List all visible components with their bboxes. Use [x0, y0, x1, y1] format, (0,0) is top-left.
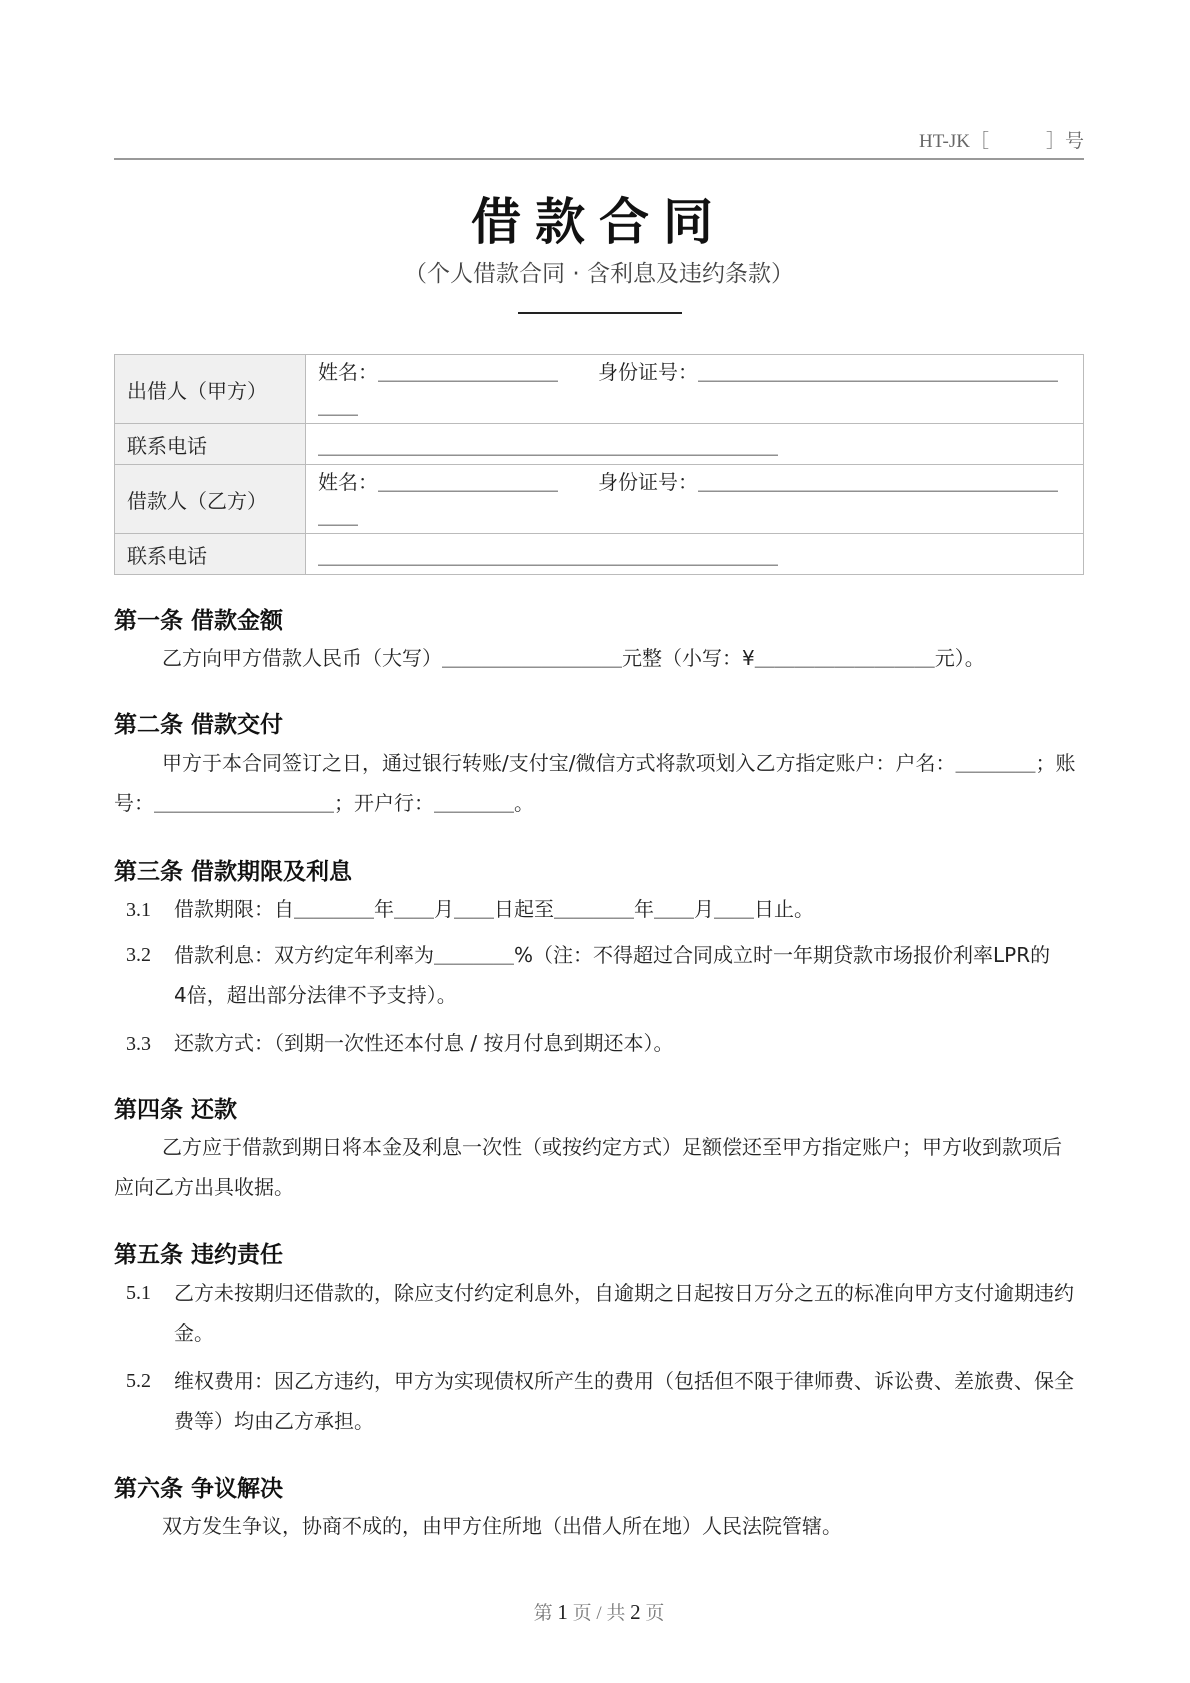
clause-number: 3.1	[126, 899, 151, 921]
lender-label: 出借人（甲方）	[115, 355, 306, 424]
borrower-id-field[interactable]: 身份证号：＿＿＿＿＿＿＿＿＿＿＿＿＿＿＿＿＿＿＿＿	[318, 470, 1058, 528]
article-4-title: 第四条 还款	[114, 1097, 238, 1123]
clause-3-1	[126, 889, 1106, 930]
clause-number: 5.2	[126, 1370, 151, 1392]
header-divider	[114, 158, 1084, 160]
clause-3-2	[126, 935, 1056, 1015]
lender-row	[115, 355, 1084, 424]
lender-phone-row	[115, 424, 1084, 465]
article-2-title: 第二条 借款交付	[114, 712, 284, 738]
lender-phone-field[interactable]: ＿＿＿＿＿＿＿＿＿＿＿＿＿＿＿＿＿＿＿＿＿＿＿	[306, 424, 1084, 465]
borrower-label: 借款人（乙方）	[115, 465, 306, 534]
clause-5-2	[126, 1361, 1086, 1441]
clause-text: 维权费用：因乙方违约，甲方为实现债权所产生的费用（包括但不限于律师费、诉讼费、差旅费、保全费等）均由乙方承担。	[174, 1369, 1074, 1433]
document-number: HT-JK［ ］号	[918, 131, 1084, 152]
total-page-number: 2	[630, 1600, 641, 1624]
clause-text: 乙方未按期归还借款的，除应支付约定利息外，自逾期之日起按日万分之五的标准向甲方支付逾期违约金。	[174, 1281, 1074, 1345]
article-6-text: 双方发生争议，协商不成的，由甲方住所地（出借人所在地）人民法院管辖。	[162, 1514, 842, 1538]
page-footer: 第 1 页 / 共 2 页	[533, 1600, 665, 1624]
title-underline	[518, 312, 682, 314]
article-6-title: 第六条 争议解决	[114, 1476, 284, 1502]
lender-phone-label: 联系电话	[115, 424, 306, 465]
document-title: 借款合同	[471, 193, 727, 251]
clause-number: 3.3	[126, 1033, 151, 1055]
clause-text: 借款期限：自＿＿＿＿年＿＿月＿＿日起至＿＿＿＿年＿＿月＿＿日止。	[174, 897, 814, 921]
borrower-phone-row	[115, 534, 1084, 575]
clause-text: 还款方式：（到期一次性还本付息 / 按月付息到期还本）。	[174, 1031, 674, 1055]
article-2-text: 甲方于本合同签订之日，通过银行转账/支付宝/微信方式将款项划入乙方指定账户：户名：＿＿＿＿；账号：＿＿＿＿＿＿＿＿＿；开户行：＿＿＿＿。	[114, 751, 1076, 815]
document-subtitle: （个人借款合同 · 含利息及违约条款）	[404, 261, 794, 287]
borrower-row	[115, 465, 1084, 534]
lender-id-field[interactable]: 身份证号：＿＿＿＿＿＿＿＿＿＿＿＿＿＿＿＿＿＿＿＿	[318, 360, 1058, 418]
clause-number: 5.1	[126, 1282, 151, 1304]
clause-5-1	[126, 1273, 1086, 1353]
lender-name-field[interactable]: 姓名：＿＿＿＿＿＿＿＿＿	[318, 360, 558, 384]
article-1-text: 乙方向甲方借款人民币（大写）＿＿＿＿＿＿＿＿＿元整（小写：¥＿＿＿＿＿＿＿＿＿元）。	[162, 646, 985, 670]
current-page-number: 1	[557, 1600, 568, 1624]
borrower-phone-field[interactable]: ＿＿＿＿＿＿＿＿＿＿＿＿＿＿＿＿＿＿＿＿＿＿＿	[306, 534, 1084, 575]
article-5-title: 第五条 违约责任	[114, 1242, 284, 1268]
borrower-phone-label: 联系电话	[115, 534, 306, 575]
parties-table	[114, 354, 1084, 575]
clause-3-3	[126, 1023, 1106, 1064]
borrower-name-field[interactable]: 姓名：＿＿＿＿＿＿＿＿＿	[318, 470, 558, 494]
clause-text: 借款利息：双方约定年利率为＿＿＿＿%（注：不得超过合同成立时一年期贷款市场报价利率LPR的4倍，超出部分法律不予支持）。	[174, 943, 1051, 1007]
clause-number: 3.2	[126, 944, 151, 966]
article-1-title: 第一条 借款金额	[114, 608, 284, 634]
article-3-title: 第三条 借款期限及利息	[114, 859, 353, 885]
article-4-text: 乙方应于借款到期日将本金及利息一次性（或按约定方式）足额偿还至甲方指定账户；甲方收到款项后应向乙方出具收据。	[114, 1135, 1062, 1199]
